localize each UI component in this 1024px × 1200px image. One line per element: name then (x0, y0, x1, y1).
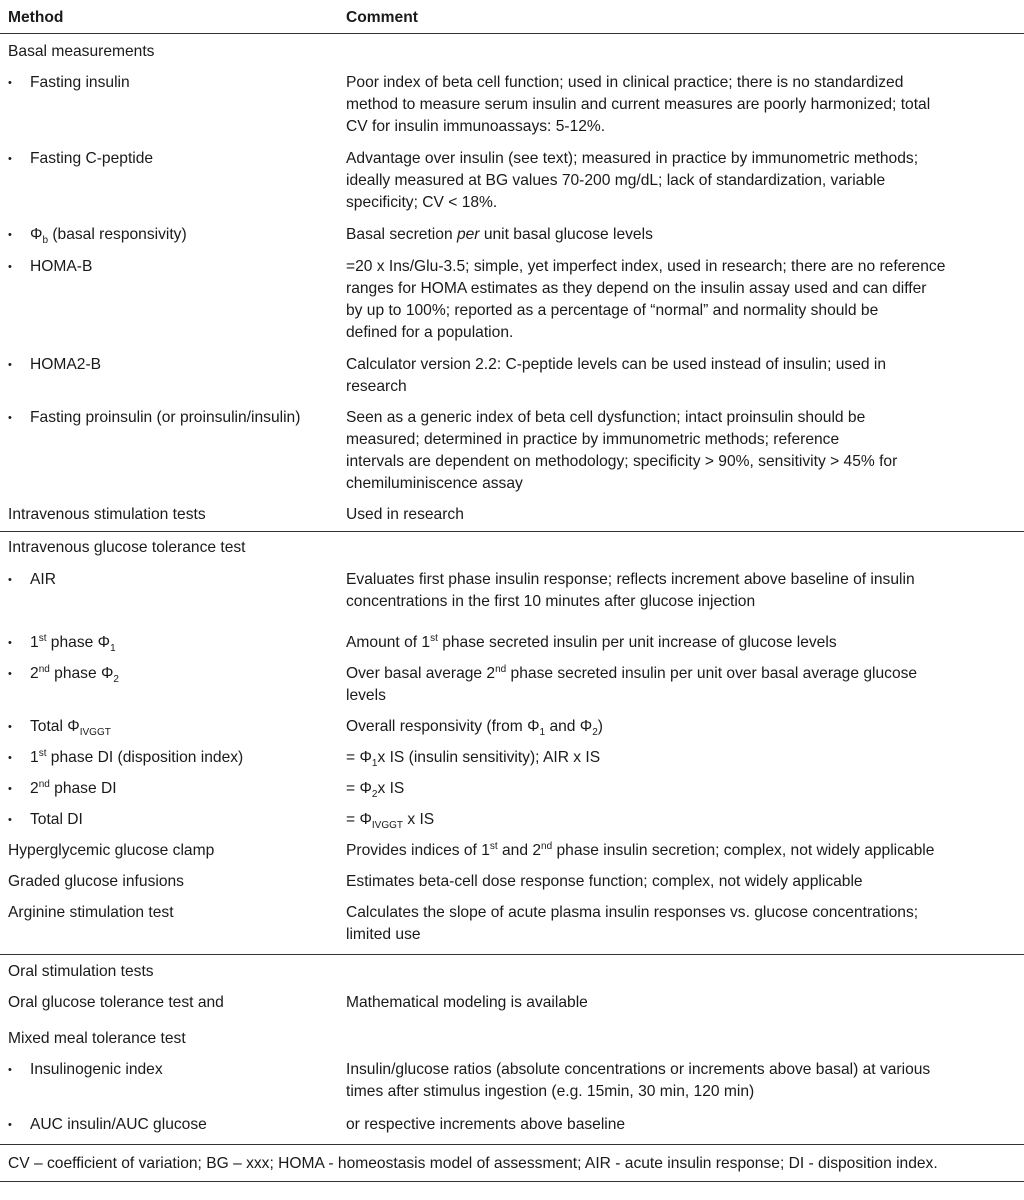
table-row (0, 747, 1024, 769)
bullet-item: • AIR (8, 569, 346, 591)
table-row (0, 716, 1024, 738)
table-row (0, 663, 1024, 707)
row-comment: Calculates the slope of acute plasma insulin responses vs. glucose concentrations; limited use (346, 904, 919, 943)
row-comment: Poor index of beta cell function; used in clinical practice; there is no standardized method to measure serum insulin and current measures are poorly harmonized; total CV for insulin immunoassays: 5-12%. (346, 74, 931, 135)
row-comment: = $\Phi_{IVGGT}$ x IS (346, 811, 435, 832)
table-row (0, 148, 1024, 214)
row-comment: Mathematical modeling is available (346, 994, 588, 1011)
table-row (0, 72, 1024, 138)
table-header (0, 0, 1024, 30)
row-comment: Evaluates first phase insulin response; reflects increment above baseline of insulin concentrations in the first 10 minutes after glucose injection (346, 571, 915, 610)
row-method: Oral glucose tolerance test and (8, 994, 224, 1011)
table-row (0, 778, 1024, 800)
row-method: Mixed meal tolerance test (8, 1030, 186, 1047)
section-divider (0, 954, 1024, 955)
row-comment: Over basal average 2nd phase secreted insulin per unit over basal average glucose levels (346, 663, 918, 704)
row-comment: Estimates beta-cell dose response function; complex, not widely applicable (346, 873, 863, 890)
section-title: Intravenous glucose tolerance test (8, 539, 246, 556)
table-row (0, 992, 1024, 1014)
bullet-item: • AUC insulin/AUC glucose (8, 1114, 346, 1136)
row-comment: = $\Phi_1x$ IS (insulin sensitivity); AIR x IS (346, 749, 601, 770)
table-row (0, 632, 1024, 654)
row-comment: Provides indices of 1st and 2nd phase insulin secretion; complex, not widely applicable (346, 840, 935, 859)
row-comment: Advantage over insulin (see text); measured in practice by immunometric methods; ideally measured at BG values 70-200 mg/dL; lack of standardization, variable specificity; CV < 18%. (346, 150, 919, 211)
footnote: CV – coefficient of variation; BG – xxx; HOMA - homeostasis model of assessment; AIR - acute insulin response; DI - disposition index. (8, 1155, 938, 1172)
row-comment: Seen as a generic index of beta cell dysfunction; intact proinsulin should be measured; determined in practice by immunometric methods; reference intervals are dependent on methodology; specificity > 90%, sensitivity > 45% for chemiluminiscence assay (346, 409, 898, 492)
section-divider (0, 531, 1024, 532)
table-row (0, 1028, 1024, 1050)
row-method: Arginine stimulation test (8, 904, 174, 921)
table-row (0, 1114, 1024, 1136)
table-row (0, 407, 1024, 495)
table-row (0, 504, 1024, 526)
section-ivgtt (0, 537, 1024, 559)
table-row (0, 1059, 1024, 1103)
header-divider (0, 33, 1024, 34)
table-row (0, 569, 1024, 613)
header-comment: Comment (346, 9, 418, 26)
bullet-item: • HOMA2-B (8, 354, 346, 376)
bullet-item: • Fasting proinsulin (or proinsulin/insulin) (8, 407, 346, 429)
row-method: Hyperglycemic glucose clamp (8, 842, 215, 859)
section-title: Basal measurements (8, 43, 155, 60)
row-comment: Overall responsivity (from $\Phi_1$ and $\Phi_2$) (346, 718, 603, 739)
row-comment: Used in research (346, 506, 464, 523)
table-row (0, 354, 1024, 398)
bullet-item: • 2nd phase DI (8, 778, 346, 800)
row-comment: Insulin/glucose ratios (absolute concentrations or increments above basal) at various times after stimulus ingestion (e.g. 15min, 30 min, 120 min) (346, 1061, 931, 1100)
table-row (0, 902, 1024, 946)
header-method: Method (8, 9, 64, 26)
row-comment: Basal secretion per unit basal glucose levels (346, 226, 653, 243)
bottom-rule (0, 1181, 1024, 1182)
bullet-item: • Fasting C-peptide (8, 148, 346, 170)
bullet-item: • Insulinogenic index (8, 1059, 346, 1081)
section-title: Intravenous stimulation tests (8, 506, 206, 523)
section-basal (0, 41, 1024, 63)
table-row (0, 809, 1024, 831)
table-row (0, 871, 1024, 893)
section-title: Oral stimulation tests (8, 963, 154, 980)
row-comment: Amount of 1st phase secreted insulin per unit increase of glucose levels (346, 632, 837, 651)
bullet-item: • Total $\Phi_{IVGGT}$ (8, 716, 346, 738)
bullet-item: • 1st phase $\Phi_1$ (8, 632, 346, 654)
bullet-item: • 1st phase DI (disposition index) (8, 747, 346, 769)
row-comment: =20 x Ins/Glu-3.5; simple, yet imperfect index, used in research; there are no reference ranges for HOMA estimates as they depend on the insulin assay used and can differ by up to 100%; reported as a percentage of “normal” and normality should be defined for a population. (346, 258, 946, 341)
row-comment: Calculator version 2.2: C-peptide levels can be used instead of insulin; used in research (346, 356, 887, 395)
bullet-item: • Fasting insulin (8, 72, 346, 94)
table-row (0, 256, 1024, 344)
bullet-item: • HOMA-B (8, 256, 346, 278)
section-oral (0, 961, 1024, 983)
table-row (0, 224, 1024, 246)
table-row (0, 840, 1024, 862)
row-comment: = $\Phi_2x$ IS (346, 780, 405, 801)
row-comment: or respective increments above baseline (346, 1116, 626, 1133)
footnote-divider (0, 1144, 1024, 1145)
bullet-item: • Total DI (8, 809, 346, 831)
bullet-item: • $\Phi_b$ (basal responsivity) (8, 224, 346, 246)
bullet-item: • 2nd phase $\Phi_2$ (8, 663, 346, 685)
row-method: Graded glucose infusions (8, 873, 184, 890)
